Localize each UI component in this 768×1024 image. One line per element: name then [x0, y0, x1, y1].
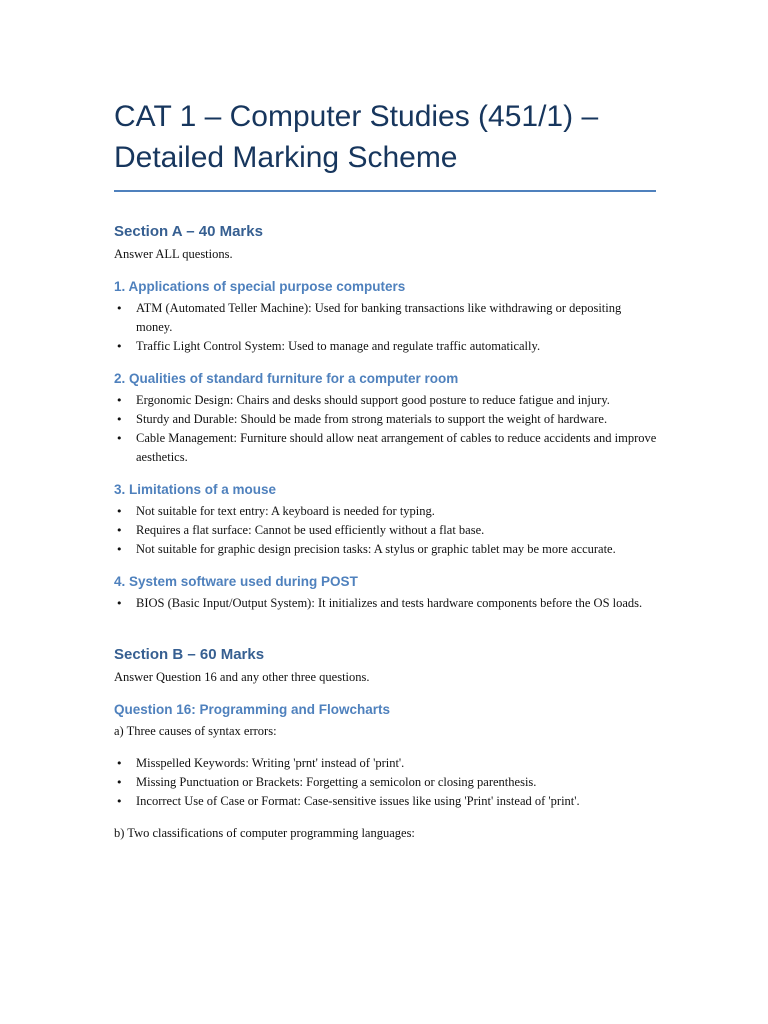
bullet-icon: • — [116, 413, 123, 426]
q3-heading: 3. Limitations of a mouse — [114, 482, 277, 497]
title-underline — [114, 190, 656, 192]
list-item: • Misspelled Keywords: Writing 'prnt' instead of 'print'. — [114, 754, 658, 773]
list-item: • Cable Management: Furniture should allow neat arrangement of cables to reduce accidents and improve aesthetics. — [116, 431, 657, 464]
list-item: • Not suitable for graphic design precision tasks: A stylus or graphic tablet may be more accurate. — [114, 540, 658, 559]
q4-list — [114, 594, 658, 613]
bullet-icon: • — [116, 757, 123, 770]
section-b-instruction: Answer Question 16 and any other three questions. — [114, 670, 370, 684]
list-item: • ATM (Automated Teller Machine): Used for banking transactions like withdrawing or depositing money. — [116, 301, 622, 334]
bullet-icon: • — [116, 505, 123, 518]
section-a-heading: Section A – 40 Marks — [114, 223, 263, 240]
q16-list — [114, 754, 658, 811]
bullet-icon: • — [116, 524, 123, 537]
list-item: • Not suitable for text entry: A keyboard is needed for typing. — [114, 502, 658, 521]
list-item: • Incorrect Use of Case or Format: Case-sensitive issues like using 'Print' instead of 'print'. — [114, 792, 658, 811]
document-page — [114, 0, 658, 843]
bullet-icon: • — [116, 543, 123, 556]
q16-part-b: b) Two classifications of computer programming languages: — [114, 826, 415, 840]
list-item: • Traffic Light Control System: Used to manage and regulate traffic automatically. — [114, 337, 658, 356]
bullet-icon: • — [116, 394, 123, 407]
list-item: • BIOS (Basic Input/Output System): It initializes and tests hardware components before the OS loads. — [114, 594, 658, 613]
bullet-icon: • — [116, 340, 123, 353]
section-a-instruction: Answer ALL questions. — [114, 247, 233, 261]
bullet-icon: • — [116, 795, 123, 808]
bullet-icon: • — [116, 597, 123, 610]
bullet-icon: • — [116, 302, 123, 315]
bullet-icon: • — [116, 776, 123, 789]
section-b-heading: Section B – 60 Marks — [114, 646, 265, 663]
q1-heading: 1. Applications of special purpose computers — [114, 279, 406, 294]
q2-heading: 2. Qualities of standard furniture for a computer room — [114, 371, 459, 386]
q3-list — [114, 502, 658, 559]
list-item: • Missing Punctuation or Brackets: Forgetting a semicolon or closing parenthesis. — [114, 773, 658, 792]
bullet-icon: • — [116, 432, 123, 445]
list-item: • Requires a flat surface: Cannot be used efficiently without a flat base. — [114, 521, 658, 540]
q16-heading: Question 16: Programming and Flowcharts — [114, 702, 391, 717]
document-title: CAT 1 – Computer Studies (451/1) – Detailed Marking Scheme — [114, 100, 599, 174]
q16-part-a: a) Three causes of syntax errors: — [114, 724, 277, 738]
q4-heading: 4. System software used during POST — [114, 574, 358, 589]
list-item: • Ergonomic Design: Chairs and desks should support good posture to reduce fatigue and injury. — [114, 391, 658, 410]
q1-list — [114, 299, 658, 356]
list-item: • Sturdy and Durable: Should be made from strong materials to support the weight of hardware. — [114, 410, 658, 429]
q2-list — [114, 391, 658, 467]
